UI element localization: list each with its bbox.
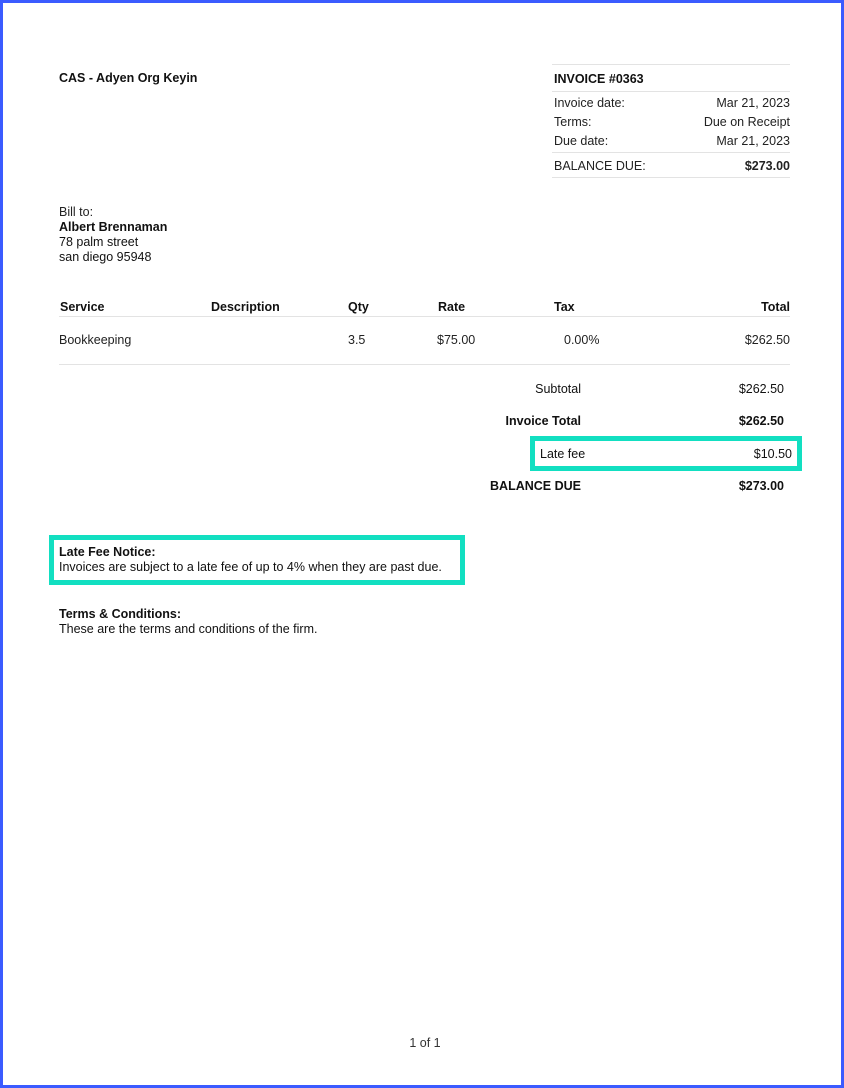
balance-due-row [552,152,790,178]
subtotal-value: $262.50 [738,382,784,396]
late-fee-label: Late fee [540,447,586,461]
terms-title: Terms & Conditions: [59,607,181,621]
invoice-date-label: Invoice date: [554,96,625,110]
terms-text: These are the terms and conditions of the firm. [59,622,318,636]
subtotal-label: Subtotal [535,382,581,396]
header-description: Description [211,300,280,314]
client-address-line1: 78 palm street [59,235,139,249]
header-service: Service [60,300,105,314]
invoice-date-row [552,94,790,113]
row-total: $262.50 [744,333,790,347]
late-fee-notice-text: Invoices are subject to a late fee of up to 4% when they are past due. [59,560,442,574]
table-row [59,317,790,365]
summary-balance-label: BALANCE DUE [490,479,581,493]
balance-due-value: $273.00 [744,159,790,173]
summary-balance-value: $273.00 [738,479,784,493]
invoice-date-value: Mar 21, 2023 [716,96,790,110]
late-fee-notice-title: Late Fee Notice: [59,545,156,559]
invoice-info-box [552,64,790,178]
row-service: Bookkeeping [59,333,132,347]
terms-row [552,113,790,132]
due-date-value: Mar 21, 2023 [716,134,790,148]
terms-block [59,607,317,637]
terms-label: Terms: [554,115,592,129]
row-tax: 0.00% [564,333,600,347]
invoice-total-value: $262.50 [738,414,784,428]
page-number: 1 of 1 [409,1036,441,1050]
header-rate: Rate [438,300,466,314]
invoice-number: INVOICE #0363 [552,65,790,92]
late-fee-value: $10.50 [753,447,792,461]
due-date-label: Due date: [554,134,609,148]
due-date-row [552,132,790,151]
row-qty: 3.5 [348,333,366,347]
client-address-line2: san diego 95948 [59,250,152,264]
company-name: CAS - Adyen Org Keyin [59,71,198,85]
header-tax: Tax [554,300,575,314]
row-rate: $75.00 [437,333,476,347]
late-fee-highlight [530,436,802,471]
invoice-total-label: Invoice Total [505,414,581,428]
client-name: Albert Brennaman [59,220,168,234]
late-fee-notice-highlight [49,535,465,585]
line-items-header [59,299,790,317]
terms-value: Due on Receipt [703,115,790,129]
header-total: Total [761,300,790,314]
balance-due-label: BALANCE DUE: [554,159,646,173]
header-qty: Qty [348,300,369,314]
bill-to-block [59,205,167,265]
bill-to-label: Bill to: [59,205,94,219]
